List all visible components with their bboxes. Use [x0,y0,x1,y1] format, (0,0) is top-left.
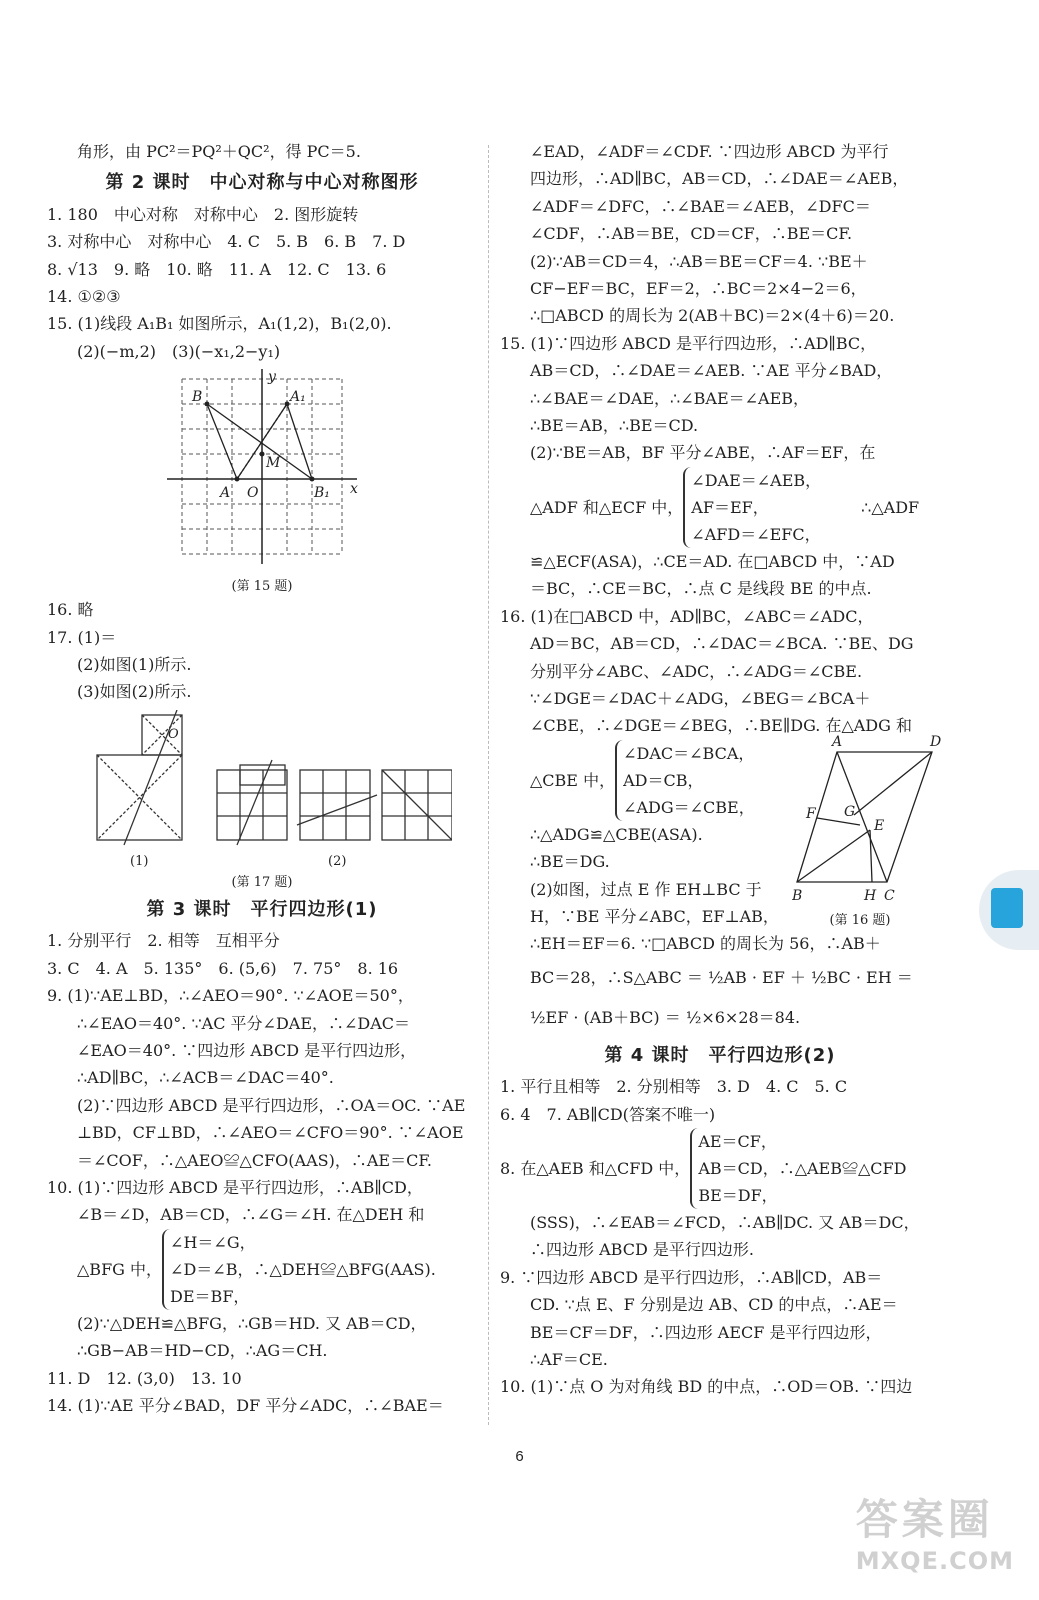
label-A: A [832,733,843,750]
watermark-url: MXQE.COM [855,1547,1014,1575]
figure-17-sub-1: (1) [130,853,149,869]
label-D: D [930,733,942,750]
section-heading: 第 2 课时 中心对称与中心对称图形 [105,172,419,194]
answer-line: ＝BC，∴CE＝BC，∴点 C 是线段 BE 的中点. [530,579,872,599]
answer-line: ∠CDF，∴AB＝BE，CD＝CF，∴BE＝CF. [530,224,853,244]
answer-line: △BFG 中， [77,1259,163,1279]
answer-line: ∠EAO＝40°. ∵四边形 ABCD 是平行四边形， [77,1040,417,1060]
answer-line: AD＝BC，AB＝CD，∴∠DAC＝∠BCA. ∵BE、DG [530,634,914,654]
answer-line: 8. 在△AEB 和△CFD 中， [500,1158,691,1178]
condition: ∠ADG＝∠CBE， [623,797,755,817]
answer-line: 分别平分∠ABC、∠ADC，∴∠ADG＝∠CBE. [530,661,863,681]
condition: ∠D＝∠B，∴△DEH≌△BFG(AAS). [170,1259,436,1279]
answer-line: ∴EH＝EF＝6. ∵□ABCD 的周长为 56，∴AB＋ [530,934,881,954]
answer-line: ∠CBE，∴∠DGE＝∠BEG，∴BE∥DG. 在△ADG 和 [530,716,913,736]
answer-line: 14. ①②③ [47,287,121,307]
condition: ∠DAC＝∠BCA， [623,743,755,763]
answer-line: ½EF · (AB＋BC) ＝ ½×6×28＝84. [530,1007,801,1027]
label-O: O [247,485,259,502]
page-number: 6 [515,1448,524,1465]
label-C: C [884,887,895,904]
label-B: B [192,389,203,406]
label-F: F [806,805,816,822]
answer-line: (2)∵AB＝CD＝4，∴AB＝BE＝CF＝4. ∵BE＋ [530,251,868,271]
answer-line: H，∵BE 平分∠ABC，EF⊥AB， [530,906,779,926]
equation-system [500,467,940,548]
condition: BE＝DF， [698,1185,778,1205]
answer-line: 16. (1)在□ABCD 中，AD∥BC，∠ABC＝∠ADC， [500,606,874,626]
answer-line: 15. (1)∵四边形 ABCD 是平行四边形，∴AD∥BC， [500,333,877,353]
condition: AB＝CD，∴△AEB≌△CFD [698,1158,907,1178]
answer-line: 10. (1)∵四边形 ABCD 是平行四边形，∴AB∥CD， [47,1177,423,1197]
label-O: O [168,726,179,742]
condition: AD＝CB， [623,770,704,790]
answer-line: 9. ∵四边形 ABCD 是平行四边形，∴AB∥CD，AB＝ [500,1267,883,1287]
answer-line: ＝∠COF，∴△AEO≌△CFO(AAS)，∴AE＝CF. [77,1150,433,1170]
figure-caption: (第 15 题) [231,579,293,595]
answer-line: (2)∵△DEH≌△BFG，∴GB＝HD. 又 AB＝CD， [77,1313,427,1333]
text-line: 角形，由 PC²＝PQ²＋QC²，得 PC＝5. [77,142,361,161]
column-divider [488,145,489,1425]
condition: ∠AFD＝∠EFC， [691,524,821,544]
watermark-logo: 答案圈 [855,1495,994,1544]
answer-line: ∠EAD，∠ADF＝∠CDF. ∵四边形 ABCD 为平行 [530,142,889,161]
label-B1: B₁ [314,485,330,502]
answer-line: ∴BE＝AB，∴BE＝CD. [530,416,699,436]
answer-line: 1. 平行且相等 2. 分别相等 3. D 4. C 5. C [500,1077,848,1097]
answer-line: 17. (1)＝ [47,627,117,647]
answer-line: ∴∠BAE＝∠DAE，∴∠BAE＝∠AEB， [530,388,810,408]
condition: DE＝BF， [170,1286,250,1306]
condition: ∠DAE＝∠AEB， [691,470,822,490]
watermark [856,1487,1014,1575]
answer-line: ∴∠EAO＝40°. ∵AC 平分∠DAE，∴∠DAC＝ [77,1013,411,1033]
answer-line: 16. 略 [47,600,94,620]
answer-line: 9. (1)∵AE⊥BD，∴∠AEO＝90°. ∵∠AOE＝50°， [47,986,414,1006]
answer-line: ∴△ADG≌△CBE(ASA). [530,824,703,844]
answer-line: 四边形，∴AD∥BC，AB＝CD，∴∠DAE＝∠AEB， [530,169,909,189]
label-y: y [268,369,276,386]
label-A: A [220,485,231,502]
answer-line: 8. √13 9. 略 10. 略 11. A 12. C 13. 6 [47,259,387,279]
answer-line: BC＝28，∴S△ABC ＝ ½AB · EF ＋ ½BC · EH ＝ [530,967,913,987]
side-tab [979,870,1039,950]
answer-line: 3. 对称中心 对称中心 4. C 5. B 6. B 7. D [47,232,406,252]
answer-line: ∴□ABCD 的周长为 2(AB＋BC)＝2×(4＋6)＝20. [530,306,895,326]
book-icon [991,888,1023,928]
figure-17 [72,710,452,870]
answer-line: ∴AF＝CE. [530,1350,608,1369]
answer-line: (SSS)，∴∠EAB＝∠FCD，∴AB∥DC. 又 AB＝DC， [530,1212,920,1232]
answer-line: (2)如图，过点 E 作 EH⊥BC 于 [530,879,762,899]
answer-line: (2)如图(1)所示. [77,655,192,675]
answer-line: 15. (1)线段 A₁B₁ 如图所示，A₁(1,2)，B₁(2,0). [47,314,392,334]
label-E: E [874,817,885,834]
figure-caption: (第 16 题) [829,912,891,928]
answer-line: CF−EF＝BC，EF＝2，∴BC＝2×4−2＝6， [530,279,867,299]
right-column [500,138,940,1401]
label-M: M [266,455,281,472]
brace-group [690,1128,906,1209]
answer-line: △ADF 和△ECF 中， [530,497,684,517]
answer-line: ∠ADF＝∠DFC，∴∠BAE＝∠AEB，∠DFC＝ [530,196,871,216]
left-column [47,138,477,1419]
equation-system [500,1128,940,1209]
answer-line: (2)∵BE＝AB，BF 平分∠ABE，∴AF＝EF，在 [530,443,876,463]
label-x: x [350,481,358,498]
equation-system [47,1229,477,1310]
answer-line: (2)(−m,2) (3)(−x₁,2−y₁) [77,341,281,361]
figure-16-parallelogram [792,730,942,915]
brace-group [683,467,821,548]
label-A1: A₁ [290,389,306,406]
answer-line: ∴AD∥BC，∴∠ACB＝∠DAC＝40°. [77,1068,334,1088]
figure-caption: (第 17 题) [231,874,293,890]
answer-line: ∵∠DGE＝∠DAC＋∠ADG，∠BEG＝∠BCA＋ [530,688,871,708]
answer-line: AB＝CD，∴∠DAE＝∠AEB. ∵AE 平分∠BAD， [530,361,893,381]
answer-line: △CBE 中， [530,770,616,790]
answer-line: ∠B＝∠D，AB＝CD，∴∠G＝∠H. 在△DEH 和 [77,1205,425,1225]
answer-line: 1. 分别平行 2. 相等 互相平分 [47,931,280,951]
answer-line: ∴四边形 ABCD 是平行四边形. [530,1240,754,1260]
answer-line: ⊥BD，CF⊥BD，∴∠AEO＝∠CFO＝90°. ∵∠AOE [77,1123,464,1143]
brace-group [162,1229,436,1310]
label-G: G [844,803,856,820]
answer-line: 10. (1)∵点 O 为对角线 BD 的中点，∴OD＝OB. ∵四边 [500,1377,913,1397]
label-H: H [864,887,877,904]
problem-16-block [500,733,942,931]
answer-line: 6. 4 7. AB∥CD(答案不唯一) [500,1104,716,1124]
answer-line: 11. D 12. (3,0) 13. 10 [47,1368,242,1388]
answer-line: (3)如图(2)所示. [77,682,192,702]
answer-line: ≌△ECF(ASA)，∴CE＝AD. 在□ABCD 中，∵AD [530,551,895,571]
answer-line: 1. 180 中心对称 对称中心 2. 图形旋转 [47,204,359,224]
section-heading: 第 4 课时 平行四边形(2) [604,1044,836,1066]
answer-line: CD. ∵点 E、F 分别是边 AB、CD 的中点，∴AE＝ [530,1295,898,1315]
brace-group [615,740,755,821]
condition: ∠H＝∠G， [170,1232,256,1252]
answer-line: (2)∵四边形 ABCD 是平行四边形，∴OA＝OC. ∵AE [77,1095,466,1115]
answer-line: ∴△ADF [861,497,920,517]
figure-17-sub-2: (2) [328,853,347,869]
label-B: B [792,887,803,904]
answer-line: 14. (1)∵AE 平分∠BAD，DF 平分∠ADC，∴∠BAE＝ [47,1395,444,1415]
figure-15-grid [162,369,362,574]
condition: AF＝EF， [691,497,769,517]
section-heading: 第 3 课时 平行四边形(1) [146,898,378,920]
answer-line: BE＝CF＝DF，∴四边形 AECF 是平行四边形， [530,1322,882,1342]
answer-line: ∴GB−AB＝HD−CD，∴AG＝CH. [77,1341,328,1361]
answer-line: ∴BE＝DG. [530,852,610,872]
answer-line: 3. C 4. A 5. 135° 6. (5,6) 7. 75° 8. 16 [47,958,399,978]
condition: AE＝CF， [698,1131,777,1151]
